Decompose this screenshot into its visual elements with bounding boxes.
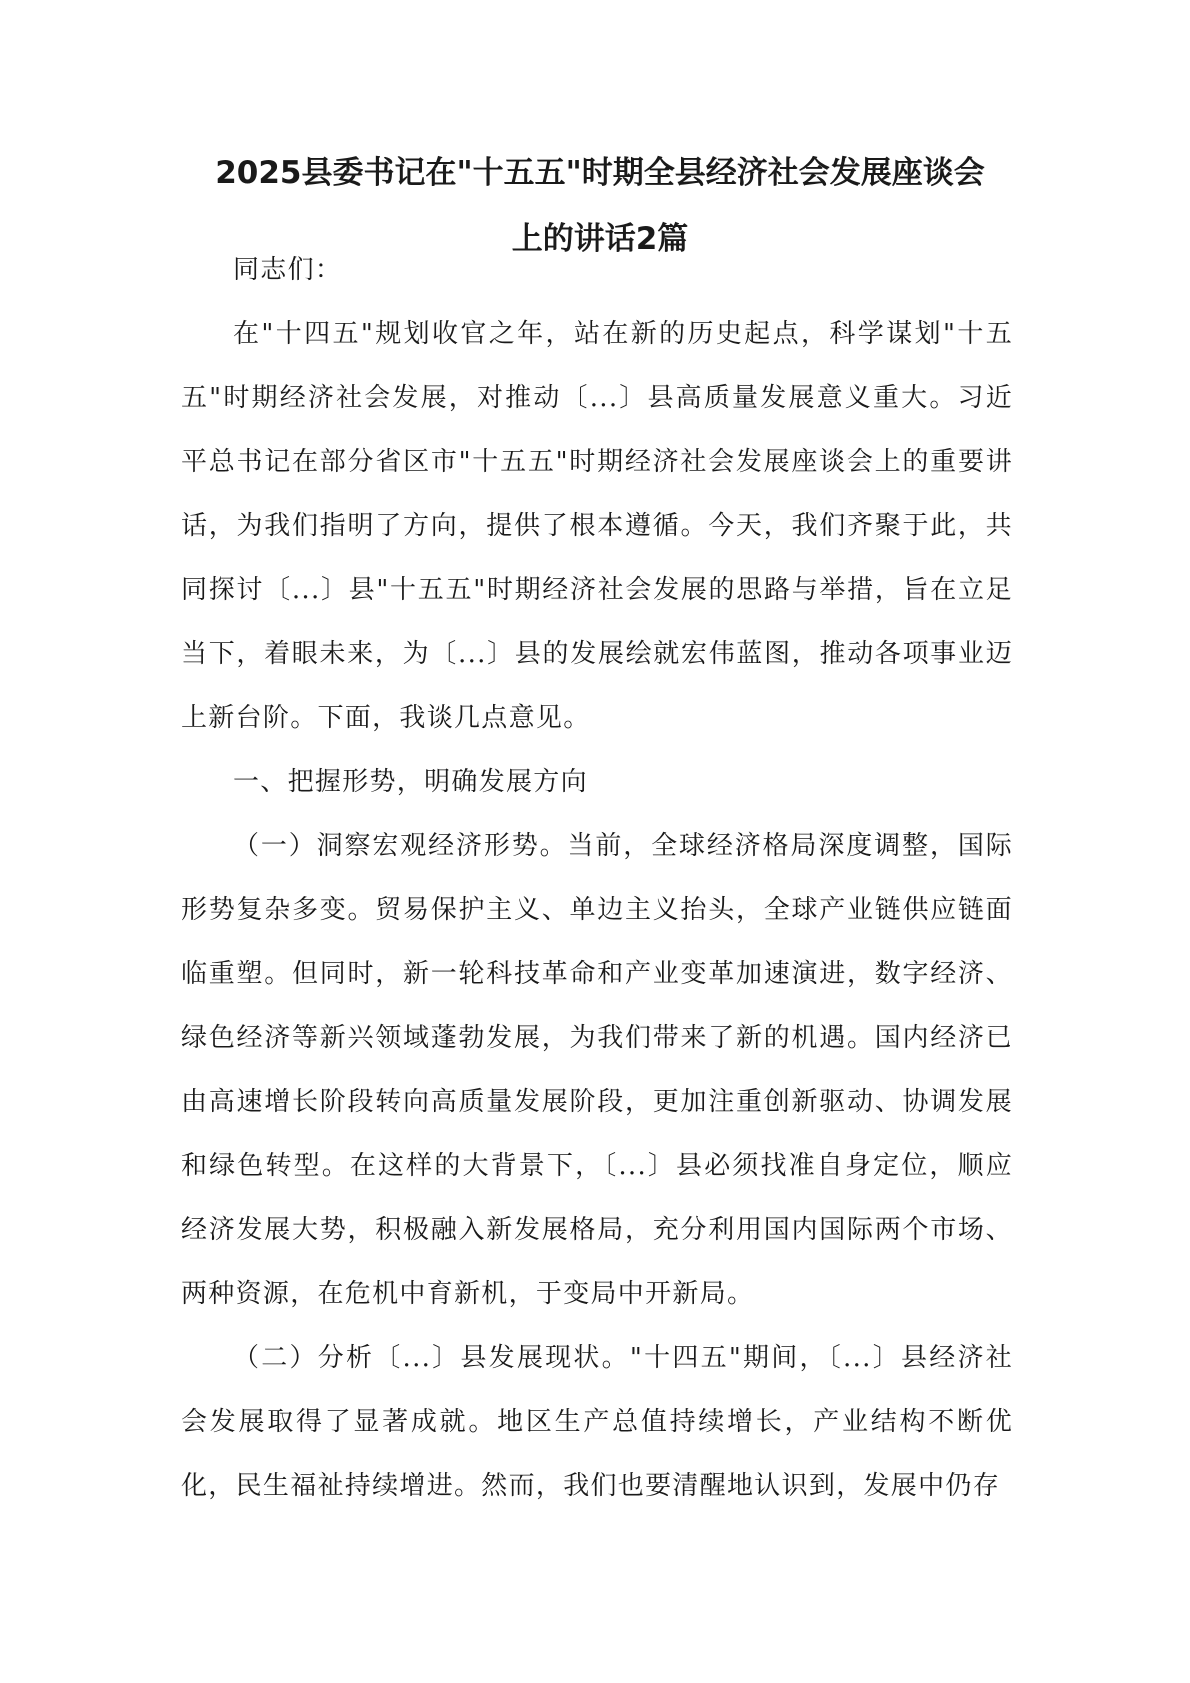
title-line-1: 2025县委书记在"十五五"时期全县经济社会发展座谈会 [215,155,985,191]
salutation: 同志们： [233,255,343,285]
paragraph-macro-situation: （一）洞察宏观经济形势。当前，全球经济格局深度调整，国际形势复杂多变。贸易保护主义、单边主义抬头，全球产业链供应链面临重塑。但同时，新一轮科技革命和产业变革加速演进，数字经济、绿色经济等新兴领域蓬勃发展，为我们带来了新的机遇。国内经济已由高速增长阶段转向高质量发展阶段，更加注重创新驱动、协调发展和绿色转型。在这样的大背景下，〔...〕县必须找准自身定位，顺应经济发展大势，积极融入新发展格局，充分利用国内国际两个市场、两种资源，在危机中育新机，于变局中开新局。 [181,831,1013,1309]
paragraph-intro: 在"十四五"规划收官之年，站在新的历史起点，科学谋划"十五五"时期经济社会发展，对推动〔...〕县高质量发展意义重大。习近平总书记在部分省区市"十五五"时期经济社会发展座谈会上的重要讲话，为我们指明了方向，提供了根本遵循。今天，我们齐聚于此，共同探讨〔...〕县"十五五"时期经济社会发展的思路与举措，旨在立足当下，着眼未来，为〔...〕县的发展绘就宏伟蓝图，推动各项事业迈上新台阶。下面，我谈几点意见。 [181,319,1013,733]
document-body [181,238,1013,1518]
section-heading-1: 一、把握形势，明确发展方向 [233,767,588,797]
paragraph-current-status: （二）分析〔...〕县发展现状。"十四五"期间，〔...〕县经济社会发展取得了显著成就。地区生产总值持续增长，产业结构不断优化，民生福祉持续增进。然而，我们也要清醒地认识到，发展中仍存 [181,1343,1013,1501]
title-line-2: 上的讲话2篇 [511,221,689,257]
